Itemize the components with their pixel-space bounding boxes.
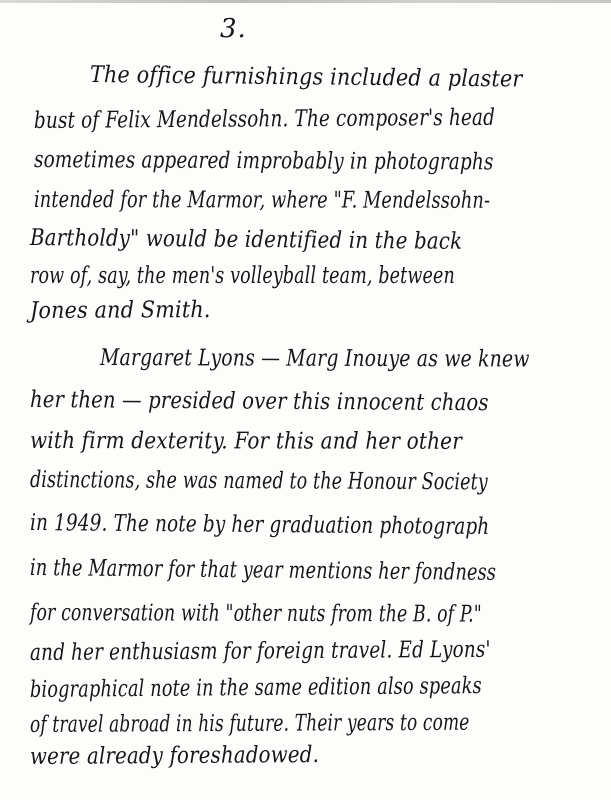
text-line-16: biographical note in the same edition also speaks [29,673,482,703]
text-line-8: Margaret Lyons — Marg Inouye as we knew [99,345,530,373]
text-line-11: distinctions, she was named to the Honour Society [29,467,488,496]
text-line-12: in 1949. The note by her graduation photograph [29,510,490,541]
text-line-5: Bartholdy" would be identified in the back [29,225,463,255]
text-line-13: in the Marmor for that year mentions her fondness [29,555,497,586]
text-line-3: sometimes appeared improbably in photographs [33,147,494,176]
text-line-7: Jones and Smith. [29,297,211,324]
text-line-18: were already foreshadowed. [29,741,320,770]
text-line-4: intended for the Marmor, where "F. Mendelssohn- [33,187,491,214]
text-line-17: of travel abroad in his future. Their years to come [29,709,470,738]
text-line-15: and her enthusiasm for foreign travel. Ed Lyons' [29,636,491,666]
text-line-9: her then — presided over this innocent chaos [29,387,489,417]
text-line-10: with firm dexterity. For this and her other [29,428,462,455]
text-line-14: for conversation with "other nuts from the B. of P." [29,600,482,628]
page-top-edge [0,0,611,3]
text-line-1: The office furnishings included a plaster [89,62,523,93]
text-line-2: bust of Felix Mendelssohn. The composer's head [33,104,496,134]
page-number: 3. [220,14,247,44]
text-line-6: row of, say, the men's volleyball team, between [30,263,455,289]
